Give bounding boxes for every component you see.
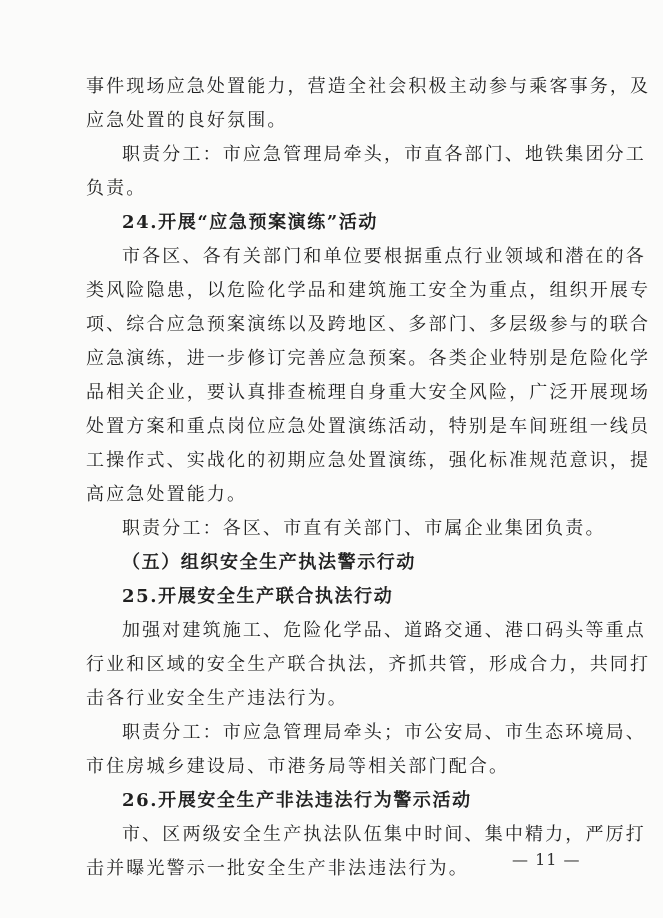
text-line: 负责。 xyxy=(86,178,147,199)
text-line: 击各行业安全生产违法行为。 xyxy=(86,688,348,709)
text-line: 市各区、各有关部门和单位要根据重点行业领域和潜在的各 xyxy=(122,246,646,267)
text-line: 应急处置的良好氛围。 xyxy=(86,110,288,131)
responsibility-line: 职责分工：各区、市直有关部门、市属企业集团负责。 xyxy=(122,518,606,539)
text-line: 事件现场应急处置能力，营造全社会积极主动参与乘客事务，及 xyxy=(86,76,651,97)
text-line: 品相关企业，要认真排查梳理自身重大安全风险，广泛开展现场 xyxy=(86,382,651,403)
section-heading-26: 26.开展安全生产非法违法行为警示活动 xyxy=(122,790,472,811)
responsibility-line: 职责分工：市应急管理局牵头，市直各部门、地铁集团分工 xyxy=(122,144,646,165)
text-line: 工操作式、实战化的初期应急处置演练，强化标准规范意识，提 xyxy=(86,450,651,471)
text-line: 应急演练，进一步修订完善应急预案。各类企业特别是危险化学 xyxy=(86,348,651,369)
section-heading-24: 24.开展“应急预案演练”活动 xyxy=(122,212,379,233)
text-line: 高应急处置能力。 xyxy=(86,484,248,505)
page-number: — 11 — xyxy=(512,850,581,869)
text-line: 市、区两级安全生产执法队伍集中时间、集中精力，严厉打 xyxy=(122,824,646,845)
text-line: 市住房城乡建设局、市港务局等相关部门配合。 xyxy=(86,756,510,777)
section-heading-25: 25.开展安全生产联合执法行动 xyxy=(122,586,394,607)
text-line: 加强对建筑施工、危险化学品、道路交通、港口码头等重点 xyxy=(122,620,646,641)
section-heading-5: （五）组织安全生产执法警示行动 xyxy=(122,552,416,573)
body-text xyxy=(86,70,651,886)
text-line: 击并曝光警示一批安全生产非法违法行为。 xyxy=(86,858,469,879)
text-line: 类风险隐患，以危险化学品和建筑施工安全为重点，组织开展专 xyxy=(86,280,651,301)
text-line: 项、综合应急预案演练以及跨地区、多部门、多层级参与的联合 xyxy=(86,314,651,335)
text-line: 处置方案和重点岗位应急处置演练活动，特别是车间班组一线员 xyxy=(86,416,651,437)
responsibility-line: 职责分工：市应急管理局牵头；市公安局、市生态环境局、 xyxy=(122,722,646,743)
text-line: 行业和区域的安全生产联合执法，齐抓共管，形成合力，共同打 xyxy=(86,654,651,675)
